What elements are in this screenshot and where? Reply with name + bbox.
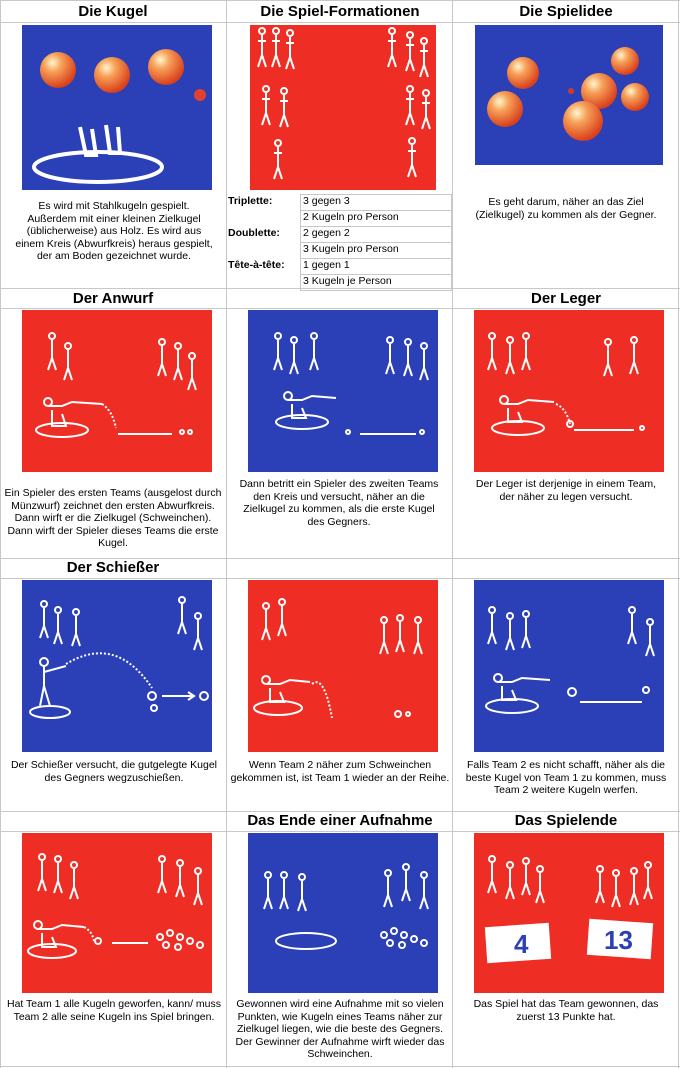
header-spiel-formationen: Die Spiel-Formationen [260, 3, 420, 20]
text-team2-naeher: Wenn Team 2 näher zum Schweinchen gekommen ist, ist Team 1 wieder an der Reihe. [230, 759, 450, 784]
formation-row [226, 243, 452, 259]
grid-line [0, 0, 1, 1068]
illustration-team2-naeher [248, 580, 438, 752]
formationen-table [226, 194, 452, 291]
formation-value: 3 Kugeln je Person [301, 275, 452, 291]
grid-line [452, 0, 453, 1068]
illustration-ende-aufnahme [248, 833, 438, 993]
text-team2-nicht: Falls Team 2 es nicht schafft, näher als die beste Kugel von Team 1 zu kommen, muss Team 2 weitere Kugeln werfen. [465, 759, 667, 796]
score-team2: 13 [604, 925, 633, 955]
formation-value: 1 gegen 1 [301, 259, 452, 275]
grid-line [226, 0, 227, 1068]
text-ende-aufnahme: Gewonnen wird eine Aufnahme mit so vielen Punkten, wie Kugeln eines Teams näher zur Zielkugel liegen, wie die beste des Gegners. Der Gewinner der Aufnahme wirft wieder das Schweinchen. [235, 998, 445, 1060]
text-leger: Der Leger ist derjenige in einem Team, der näher zu legen versucht. [475, 478, 657, 503]
illustration-schiesser [22, 580, 212, 752]
formation-label [226, 275, 301, 291]
illustration-spielende [474, 833, 664, 993]
illustration-formationen [250, 25, 436, 190]
illustration-spielidee [475, 25, 663, 165]
text-spielende: Das Spiel hat das Team gewonnen, das zuerst 13 Punkte hat. [473, 998, 659, 1023]
formation-value: 3 Kugeln pro Person [301, 243, 452, 259]
formation-label: Triplette: [228, 194, 273, 207]
header-ende-aufnahme: Das Ende einer Aufnahme [247, 812, 433, 829]
illustration-kugel [22, 25, 212, 190]
formation-row [226, 227, 452, 243]
formation-row [226, 211, 452, 227]
header-anwurf: Der Anwurf [72, 290, 154, 307]
formation-row [226, 275, 452, 291]
formation-value: 2 Kugeln pro Person [301, 211, 452, 227]
header-schiesser: Der Schießer [66, 559, 160, 576]
formation-value: 3 gegen 3 [301, 195, 452, 211]
text-spielidee: Es geht darum, näher an das Ziel (Zielkugel) zu kommen als der Gegner. [475, 196, 657, 221]
formation-value: 2 gegen 2 [301, 227, 452, 243]
formation-row [226, 195, 452, 211]
header-die-kugel: Die Kugel [78, 3, 148, 20]
score-team1: 4 [514, 929, 529, 959]
text-schiesser: Der Schießer versucht, die gutgelegte Kugel des Gegners wegzuschießen. [10, 759, 218, 784]
illustration-anwurf [22, 310, 212, 472]
grid-line [0, 1066, 680, 1067]
formation-label: Tête-à-tête: [228, 258, 285, 271]
formation-label [226, 211, 301, 227]
formation-label: Doublette: [228, 226, 280, 239]
text-alle-kugeln: Hat Team 1 alle Kugeln geworfen, kann/ muss Team 2 alle seine Kugeln ins Spiel bringen. [6, 998, 221, 1023]
text-anwurf: Ein Spieler des ersten Teams (ausgelost durch Münzwurf) zeichnet den ersten Abwurfkreis. Dann wirft er die Zielkugel (Schweinchen). Dann wirft der Spieler dieses Teams die erste Kugel. [4, 487, 222, 549]
illustration-alle-kugeln [22, 833, 212, 993]
text-kugel: Es wird mit Stahlkugeln gespielt. Außerdem mit einer kleinen Zielkugel (üblicherweise) aus Holz. Es wird aus einem Kreis (Abwurfkreis) heraus gespielt, der am Boden gezeichnet wurde. [15, 200, 213, 262]
grid-line [678, 0, 679, 1068]
illustration-leger [474, 310, 664, 472]
header-spielende: Das Spielende [514, 812, 618, 829]
formation-row [226, 259, 452, 275]
text-zweites-team: Dann betritt ein Spieler des zweiten Teams den Kreis und versucht, näher an die Zielkugel zu kommen, als die erste Kugel des Gegners. [239, 478, 439, 528]
header-spielidee: Die Spielidee [519, 3, 613, 20]
header-leger: Der Leger [530, 290, 602, 307]
formation-label [226, 243, 301, 259]
illustration-zweites-team [248, 310, 438, 472]
illustration-team2-nicht [474, 580, 664, 752]
